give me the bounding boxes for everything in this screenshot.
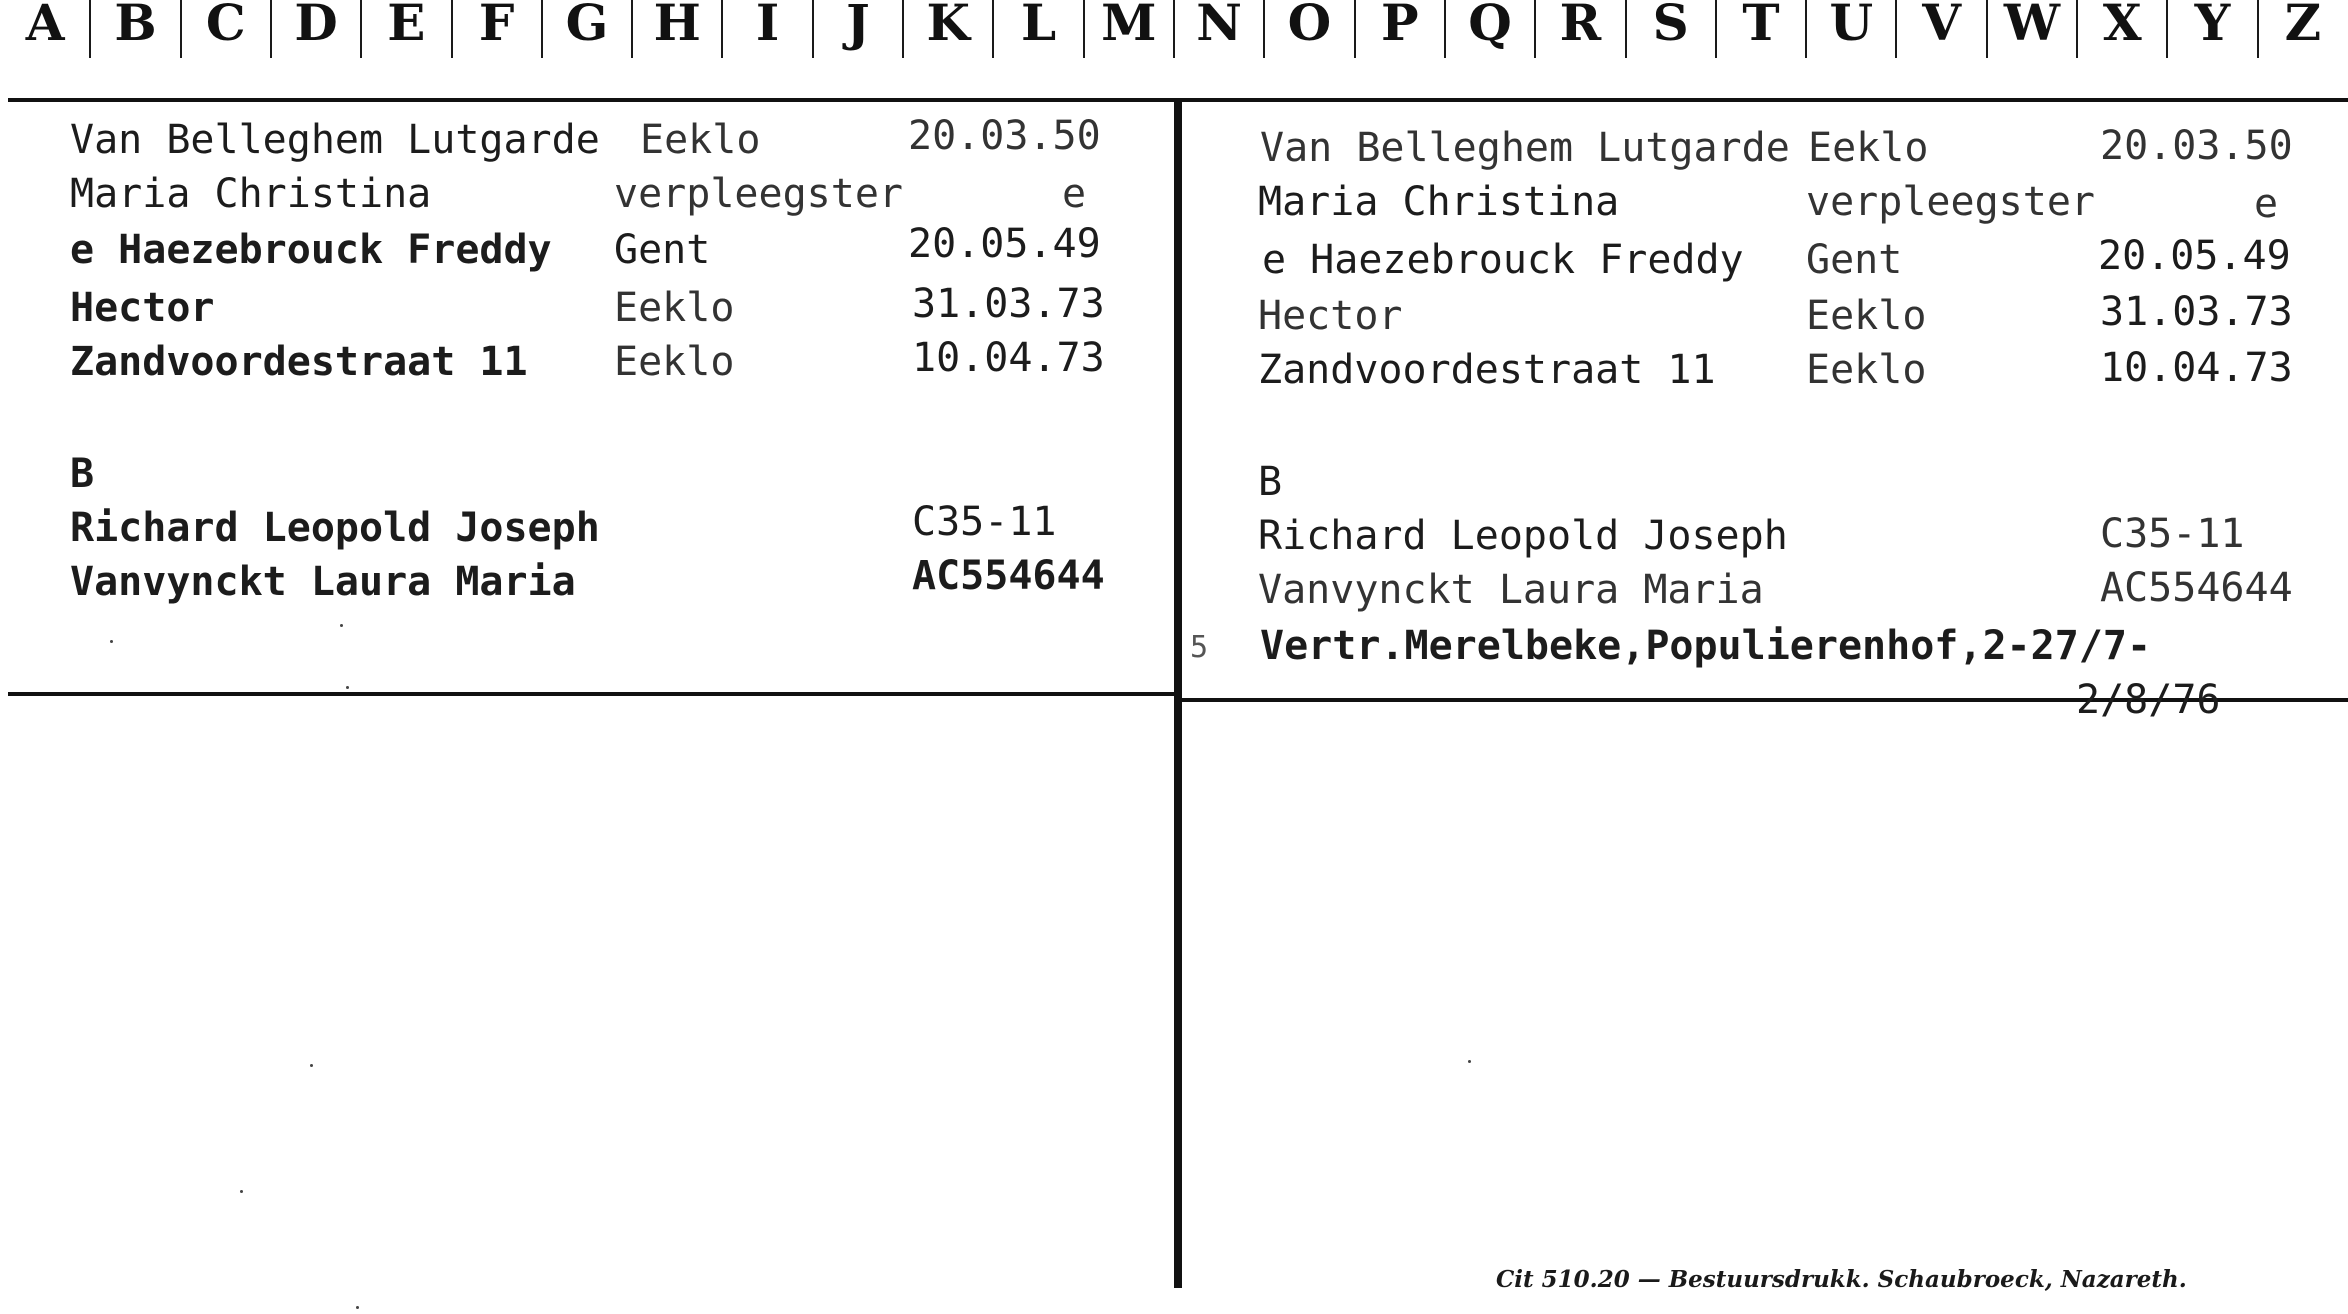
left-line-2-date: e — [1062, 171, 1087, 217]
index-divider — [1354, 0, 1356, 58]
left-section-letter: B — [70, 451, 95, 497]
index-letter-u: U — [1829, 0, 1874, 52]
index-letter-s: S — [1652, 0, 1689, 52]
index-letter-g: G — [565, 0, 609, 52]
left-section-line-2-name: Vanvynckt Laura Maria — [70, 559, 576, 605]
index-divider — [270, 0, 272, 58]
right-line-3-date: 20.05.49 — [2098, 233, 2291, 279]
printer-imprint: Cit 510.20 — Bestuursdrukk. Schaubroeck, Nazareth. — [1496, 1266, 2187, 1293]
right-line-5-place: Eeklo — [1806, 347, 1927, 393]
index-divider — [2257, 0, 2259, 58]
left-line-1-place: Eeklo — [640, 117, 761, 163]
left-line-5-name: Zandvoordestraat 11 — [70, 339, 528, 385]
left-line-5-place: Eeklo — [614, 339, 735, 385]
index-divider — [2166, 0, 2168, 58]
index-divider — [1715, 0, 1717, 58]
right-line-3-name: e Haezebrouck Freddy — [1262, 237, 1744, 283]
scan-speck — [1468, 1060, 1471, 1063]
right-line-3-place: Gent — [1806, 237, 1903, 283]
index-letter-l: L — [1020, 0, 1057, 52]
right-note-line: Vertr.Merelbeke,Populierenhof,2-27/7- — [1260, 623, 2152, 669]
index-divider — [2076, 0, 2078, 58]
left-line-3-date: 20.05.49 — [908, 221, 1101, 267]
scan-speck — [346, 686, 349, 689]
left-line-1-name: Van Belleghem Lutgarde — [70, 117, 600, 163]
index-divider — [1986, 0, 1988, 58]
index-letter-n: N — [1196, 0, 1242, 52]
left-line-3-name: e Haezebrouck Freddy — [70, 227, 552, 273]
index-letter-i: I — [755, 0, 780, 52]
left-card-bottom-rule — [8, 692, 1180, 696]
index-divider — [992, 0, 994, 58]
scan-speck — [356, 1306, 359, 1309]
left-section-line-1-name: Richard Leopold Joseph — [70, 505, 600, 551]
left-line-3-place: Gent — [614, 227, 711, 273]
index-divider — [1263, 0, 1265, 58]
index-divider — [902, 0, 904, 58]
scan-speck — [240, 1190, 243, 1193]
index-divider — [631, 0, 633, 58]
index-letter-t: T — [1742, 0, 1780, 52]
index-letter-x: X — [2102, 0, 2142, 52]
right-section-letter: B — [1258, 459, 1283, 505]
index-letter-z: Z — [2284, 0, 2322, 52]
left-line-5-date: 10.04.73 — [912, 335, 1105, 381]
index-letter-d: D — [294, 0, 338, 52]
index-letter-h: H — [653, 0, 701, 52]
index-letter-c: C — [205, 0, 246, 52]
right-line-4-place: Eeklo — [1806, 293, 1927, 339]
left-line-4-date: 31.03.73 — [912, 281, 1105, 327]
scan-speck — [110, 640, 113, 643]
right-line-2-place: verpleegster — [1806, 179, 2095, 225]
scan-speck — [340, 624, 343, 627]
index-divider — [721, 0, 723, 58]
left-line-4-name: Hector — [70, 285, 215, 331]
index-letter-j: J — [846, 0, 870, 52]
left-section-line-1-code: C35-11 — [912, 499, 1057, 545]
right-line-1-name: Van Belleghem Lutgarde — [1260, 125, 1790, 171]
index-divider — [1805, 0, 1807, 58]
right-note-continuation: 2/8/76 — [2076, 677, 2221, 723]
right-line-4-date: 31.03.73 — [2100, 289, 2293, 335]
right-line-4-name: Hector — [1258, 293, 1403, 339]
left-line-2-name: Maria Christina — [70, 171, 432, 217]
index-divider — [360, 0, 362, 58]
left-line-2-place: verpleegster — [614, 171, 903, 217]
scan-speck — [310, 1064, 313, 1067]
index-letter-o: O — [1287, 0, 1332, 52]
index-letter-e: E — [387, 0, 426, 52]
index-divider — [451, 0, 453, 58]
right-section-line-2-name: Vanvynckt Laura Maria — [1258, 567, 1764, 613]
right-line-5-name: Zandvoordestraat 11 — [1258, 347, 1716, 393]
index-divider — [89, 0, 91, 58]
right-line-1-date: 20.03.50 — [2100, 123, 2293, 169]
index-letter-q: Q — [1468, 0, 1512, 52]
index-letter-a: A — [25, 0, 65, 52]
right-line-5-date: 10.04.73 — [2100, 345, 2293, 391]
index-divider — [1444, 0, 1446, 58]
index-letter-y: Y — [2194, 0, 2231, 52]
index-divider — [541, 0, 543, 58]
index-letter-p: P — [1380, 0, 1419, 52]
index-divider — [1173, 0, 1175, 58]
right-line-2-name: Maria Christina — [1258, 179, 1620, 225]
right-line-1-place: Eeklo — [1808, 125, 1929, 171]
right-section-line-2-code: AC554644 — [2100, 565, 2293, 611]
right-section-line-1-code: C35-11 — [2100, 511, 2245, 557]
index-divider — [812, 0, 814, 58]
index-divider — [1083, 0, 1085, 58]
right-section-line-1-name: Richard Leopold Joseph — [1258, 513, 1788, 559]
left-line-1-date: 20.03.50 — [908, 113, 1101, 159]
index-letter-r: R — [1559, 0, 1602, 52]
index-letter-v: V — [1922, 0, 1961, 52]
index-letter-w: W — [2003, 0, 2060, 52]
index-divider — [1534, 0, 1536, 58]
right-line-2-date: e — [2254, 181, 2279, 227]
index-divider — [1895, 0, 1897, 58]
margin-mark: 5 — [1190, 630, 1209, 665]
index-letter-k: K — [926, 0, 970, 52]
left-line-4-place: Eeklo — [614, 285, 735, 331]
center-divider — [1174, 98, 1182, 1288]
index-divider — [180, 0, 182, 58]
index-letter-b: B — [114, 0, 157, 52]
alphabet-index-strip — [0, 0, 2348, 56]
index-divider — [1625, 0, 1627, 58]
left-section-line-2-code: AC554644 — [912, 553, 1105, 599]
index-letter-m: M — [1101, 0, 1157, 52]
index-letter-f: F — [478, 0, 515, 52]
